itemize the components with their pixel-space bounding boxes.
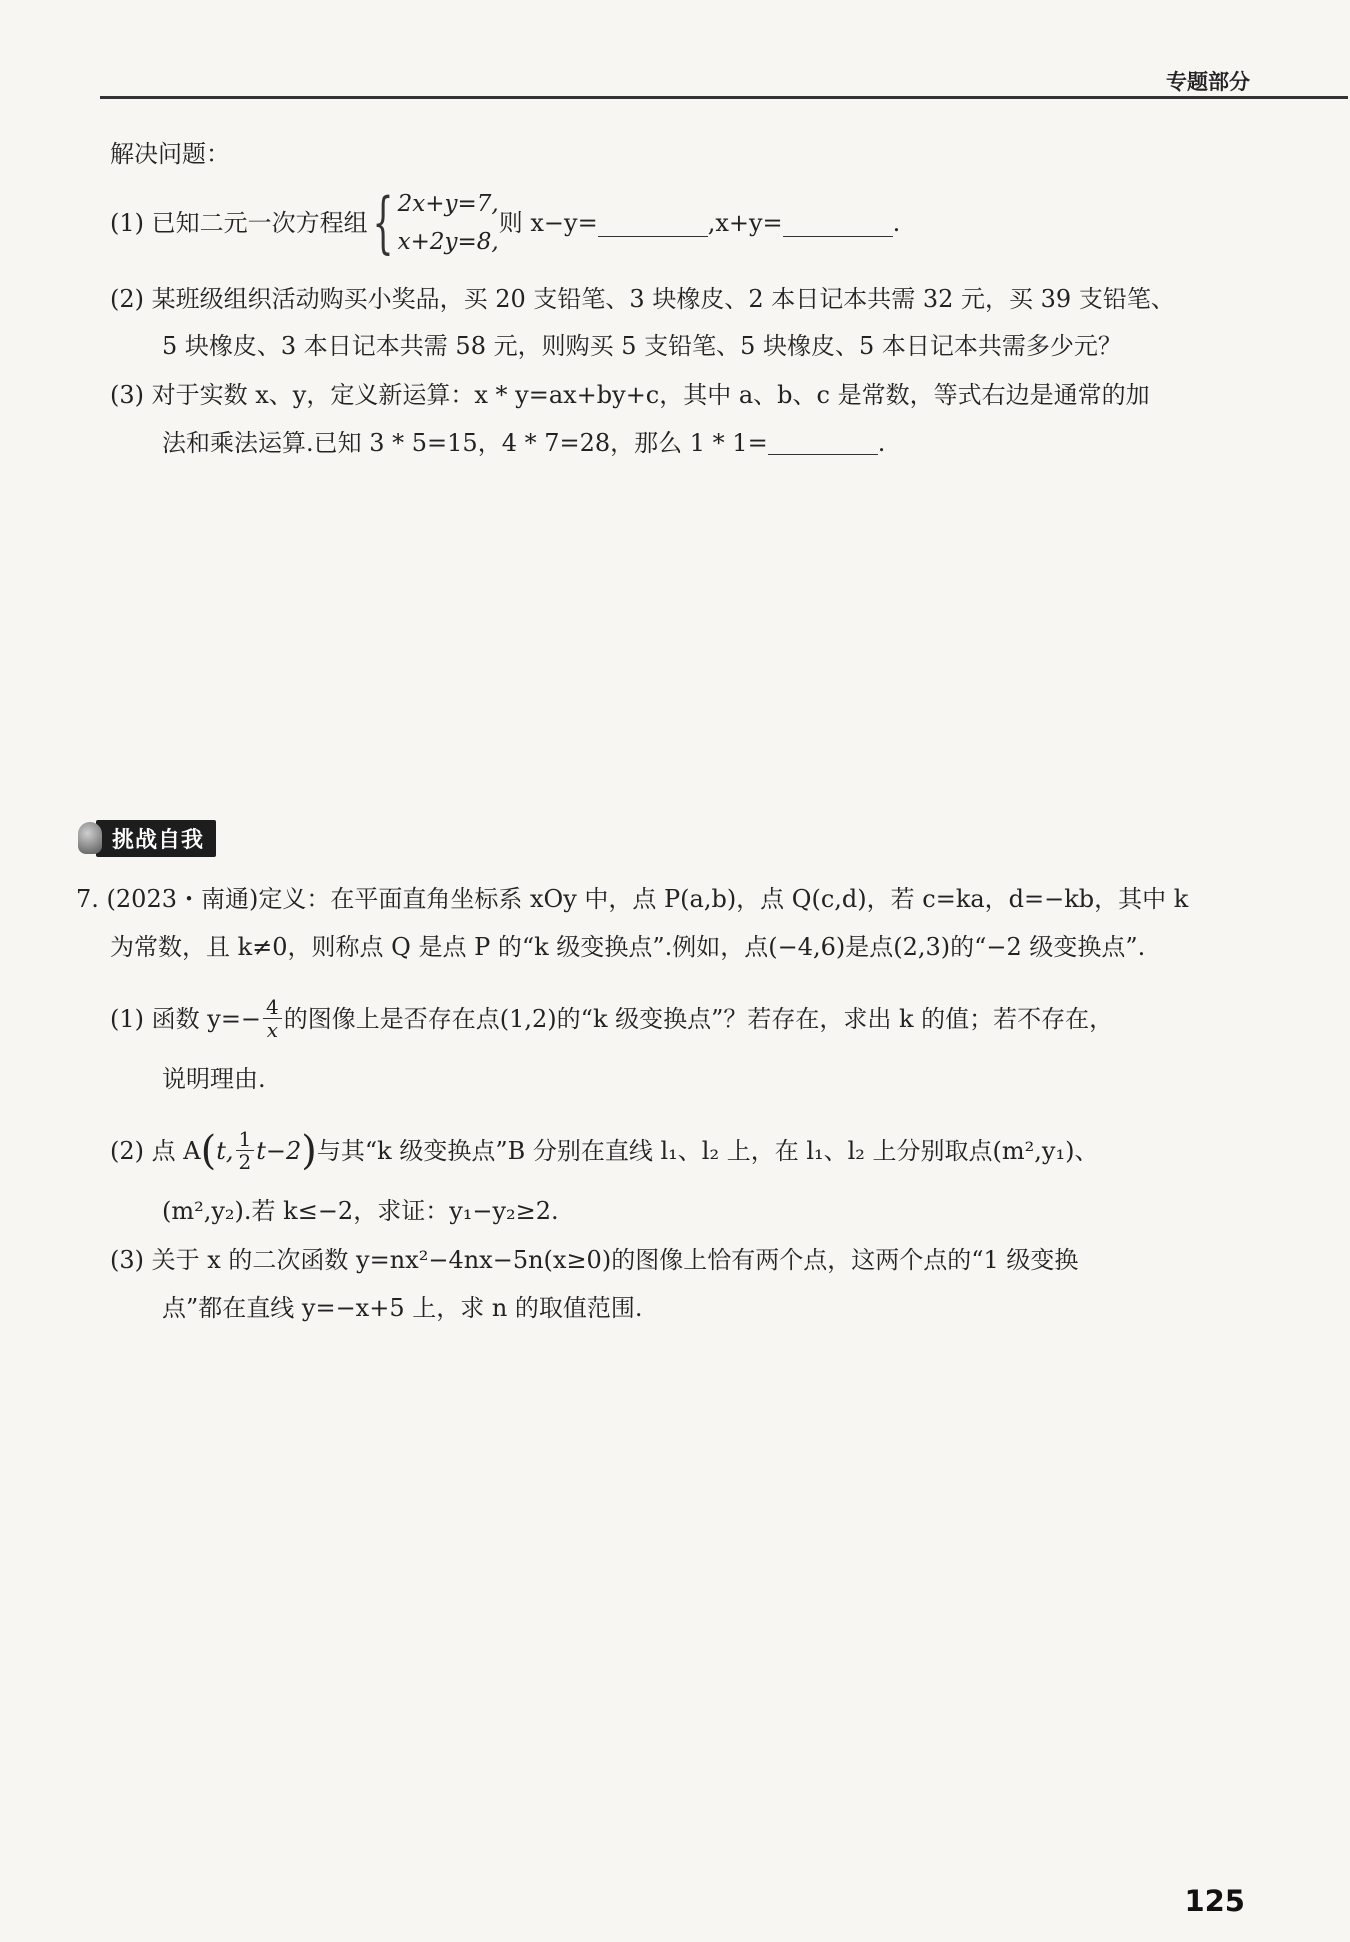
q-text: t, xyxy=(216,1136,234,1165)
q-label: (3) xyxy=(110,381,144,409)
q-label: (1) xyxy=(110,1004,144,1033)
q-text: 某班级组织活动购买小奖品，买 20 支铅笔、3 块橡皮、2 本日记本共需 32 元，买 39 支铅笔、 xyxy=(151,285,1175,313)
question-a2-line2: 5 块橡皮、3 本日记本共需 58 元，则购买 5 支铅笔、5 块橡皮、5 本日记本共需多少元？ xyxy=(162,332,1122,360)
problem7-line1 xyxy=(76,881,1188,917)
problem7-q1-line2: 说明理由. xyxy=(162,1065,266,1093)
part-a-title: 解决问题： xyxy=(110,140,230,168)
section-tag-label: 挑战自我 xyxy=(96,820,216,857)
problem7-q2-line2: (m²,y₂).若 k≤−2，求证：y₁−y₂≥2. xyxy=(162,1197,559,1225)
q-label: (3) xyxy=(110,1246,144,1274)
q-label: (1) xyxy=(110,209,144,237)
fraction-denominator: x xyxy=(266,1018,279,1042)
q-text: 点 A xyxy=(151,1136,201,1165)
fraction xyxy=(236,1128,255,1173)
answer-blank[interactable] xyxy=(768,428,878,455)
equation-system xyxy=(368,185,499,261)
problem7-q3-line1 xyxy=(110,1242,1078,1278)
question-a3-line1 xyxy=(110,377,1150,413)
question-a3-line2 xyxy=(162,425,885,461)
brace-symbol: { xyxy=(372,184,394,261)
q-text: 则 x−y= xyxy=(498,209,598,237)
header-rule xyxy=(100,96,1348,99)
q-label: (2) xyxy=(110,1136,144,1165)
question-a2-line1 xyxy=(110,281,1175,317)
q-text: 对于实数 x、y，定义新运算：x * y=ax+by+c，其中 a、b、c 是常数，等式右边是通常的加 xyxy=(151,381,1150,409)
answer-blank[interactable] xyxy=(598,210,708,237)
q-label: (2) xyxy=(110,285,144,313)
q-text: . xyxy=(892,209,901,237)
q-text: 法和乘法运算.已知 3 * 5=15，4 * 7=28，那么 1 * 1= xyxy=(162,429,768,457)
fraction-numerator: 1 xyxy=(236,1128,255,1151)
q-text: . xyxy=(877,429,886,457)
answer-blank[interactable] xyxy=(783,210,893,237)
fraction-numerator: 4 xyxy=(263,996,282,1019)
q-text: 关于 x 的二次函数 y=nx²−4nx−5n(x≥0)的图像上恰有两个点，这两个点的“1 级变换 xyxy=(151,1246,1079,1274)
challenge-section-tag xyxy=(78,818,216,858)
page-number: 125 xyxy=(1184,1884,1245,1918)
problem-number: 7. xyxy=(76,885,99,913)
q-text: 已知二元一次方程组 xyxy=(151,209,368,237)
paren-open: ( xyxy=(200,1127,217,1174)
q-text: 的图像上是否存在点(1,2)的“k 级变换点”？若存在，求出 k 的值；若不存在， xyxy=(283,1004,1114,1033)
header-section: 专题部分 xyxy=(1166,70,1250,94)
problem7-q3-line2: 点”都在直线 y=−x+5 上，求 n 的取值范围. xyxy=(162,1294,643,1322)
fraction-denominator: 2 xyxy=(238,1150,252,1174)
fraction xyxy=(263,996,282,1041)
equation-1: 2x+y=7, xyxy=(397,191,499,217)
q-text: 与其“k 级变换点”B 分别在直线 l₁、l₂ 上，在 l₁、l₂ 上分别取点(m²,y₁)、 xyxy=(316,1136,1099,1165)
problem7-line2: 为常数，且 k≠0，则称点 Q 是点 P 的“k 级变换点”.例如，点(−4,6)是点(2,3)的“−2 级变换点”. xyxy=(110,933,1146,961)
problem7-q1-line1 xyxy=(110,996,1113,1041)
problem7-q2-line1 xyxy=(110,1128,1098,1173)
q-text: t−2 xyxy=(256,1136,302,1165)
paren-close: ) xyxy=(301,1127,317,1174)
q-text: ,x+y= xyxy=(707,209,783,237)
equation-2: x+2y=8, xyxy=(397,229,499,255)
q-text: 函数 y=− xyxy=(151,1004,262,1033)
question-a1 xyxy=(110,185,900,261)
lightbulb-icon xyxy=(78,822,102,854)
problem-text: (2023・南通)定义：在平面直角坐标系 xOy 中，点 P(a,b)，点 Q(c,d)，若 c=ka，d=−kb，其中 k xyxy=(106,885,1189,913)
